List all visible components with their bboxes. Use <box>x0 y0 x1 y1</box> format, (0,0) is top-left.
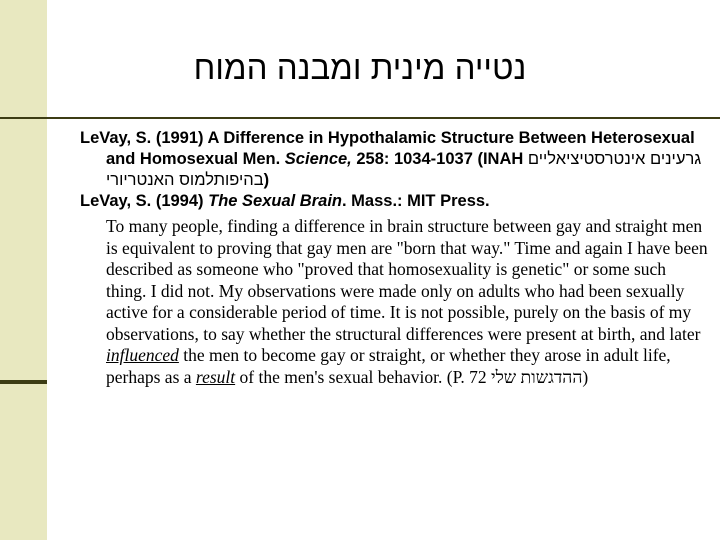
slide-title: נטייה מינית ומבנה המוח <box>193 49 527 86</box>
quote-emphasis-influenced: influenced <box>106 345 179 365</box>
quote-hebrew-note: ההדגשות שלי <box>491 366 583 387</box>
reference-1-authors: LeVay, S. (1991) <box>80 129 208 147</box>
slide-content <box>80 128 710 388</box>
reference-2-publisher: . Mass.: MIT Press. <box>342 192 490 210</box>
title-divider-gap <box>47 119 720 120</box>
reference-2 <box>80 191 710 212</box>
quote-emphasis-result: result <box>195 366 236 387</box>
reference-1-volume-pages: 258: 1034-1037 (INAH <box>351 150 528 168</box>
quote-part-1: To many people, finding a difference in brain structure between gay and straight men is equivalent to proving that gay men are "born that way." Time and again I have been described as someone who "proved that homosexuality is genetic" or some such thing. I did not. My observations were made only on adults who had been sexually active for a considerable period of time. It is not possible, purely on the basis of my observations, to say whether the structural differences were present at birth, and later <box>106 216 708 344</box>
reference-1 <box>80 128 710 191</box>
reference-1-hebrew-note: גרעינים אינטרסטיציאליים בהיפותלמוס האנטריורי <box>106 150 702 189</box>
quote-part-2: the men to become gay or straight, or whether they arose in adult life, perhaps as a <box>106 345 671 387</box>
reference-1-close: ) <box>263 171 270 189</box>
reference-2-book-title: The Sexual Brain <box>208 192 342 210</box>
quote-block <box>106 216 710 388</box>
reference-1-article-title: A Difference in Hypothalamic Structure Between Heterosexual and Homosexual Men. <box>106 129 695 168</box>
quote-part-3: of the men's sexual behavior. (P. 72 <box>235 366 492 387</box>
quote-close: ) <box>582 366 589 387</box>
left-band-marker <box>0 380 47 384</box>
reference-2-authors: LeVay, S. (1994) <box>80 192 209 210</box>
reference-1-journal: Science, <box>284 150 352 168</box>
